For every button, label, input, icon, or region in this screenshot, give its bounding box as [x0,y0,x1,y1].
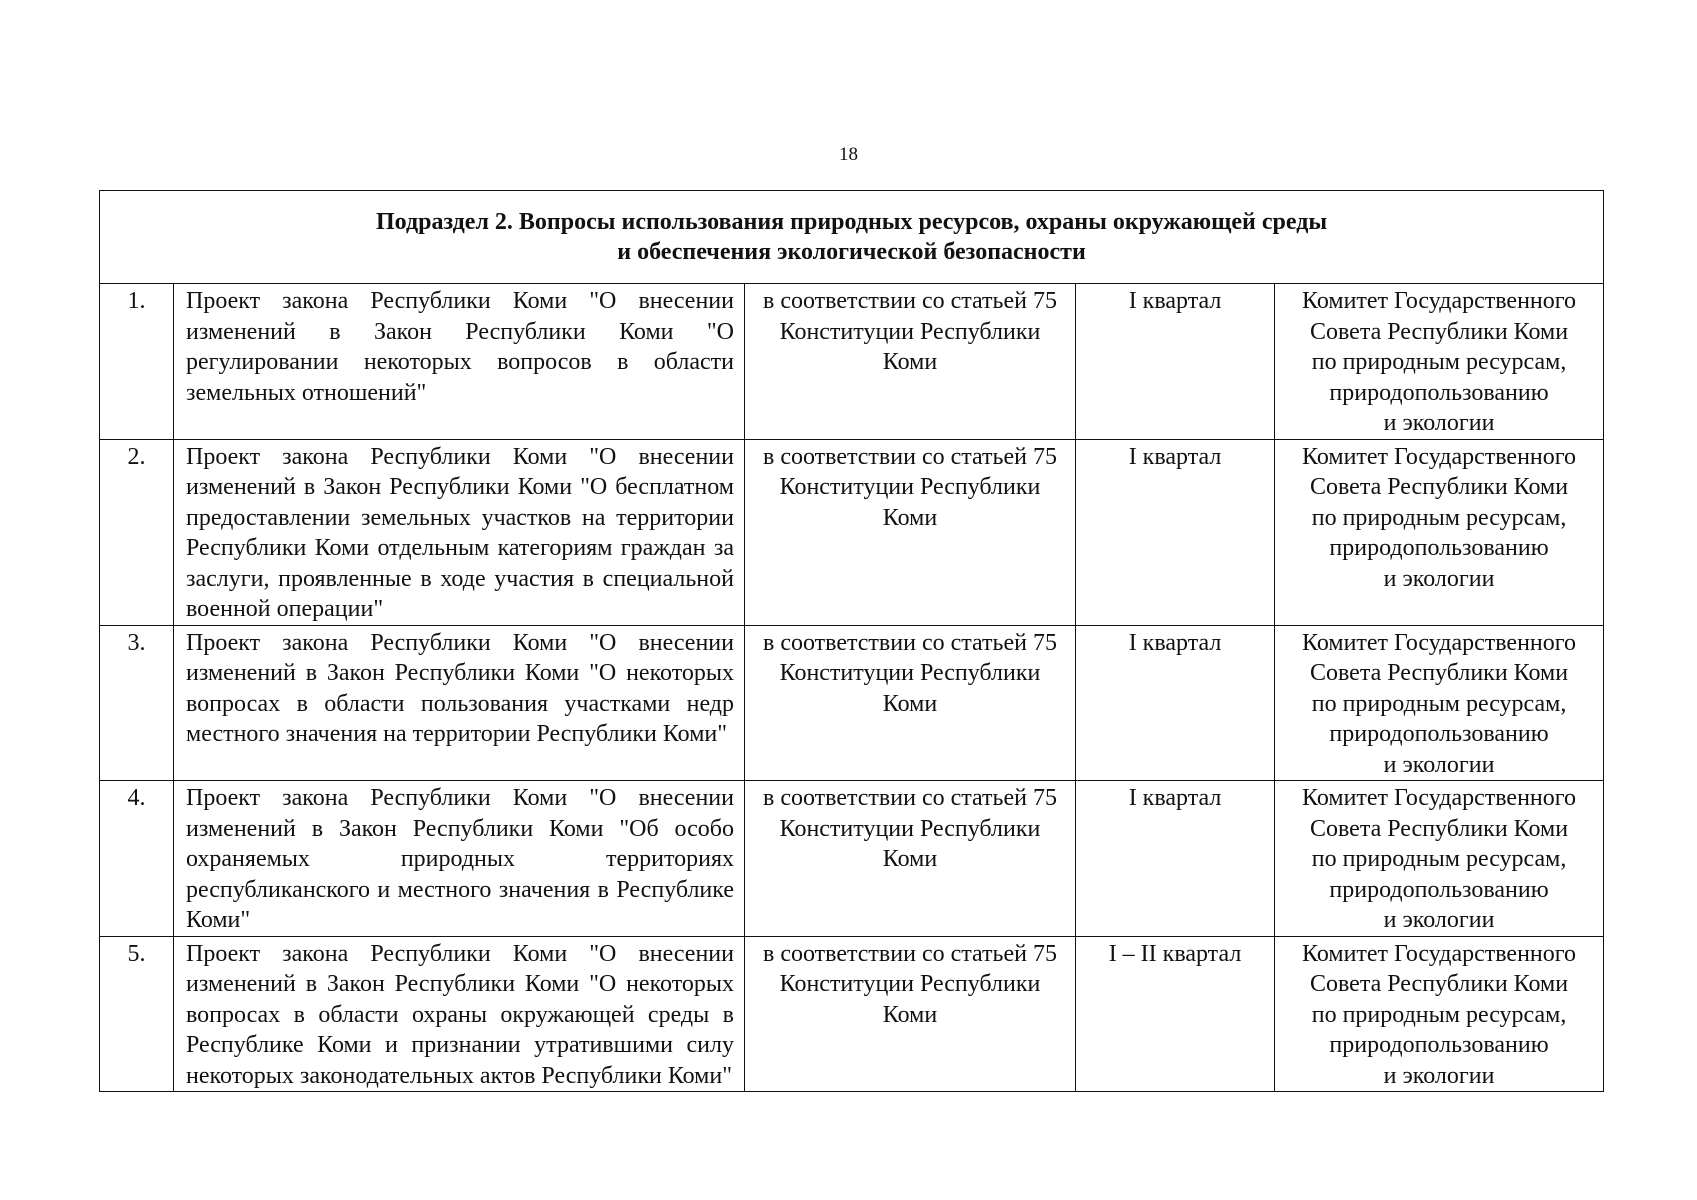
plan-table [99,190,1604,1092]
bill-title: Проект закона Республики Коми "О внесении изменений в Закон Республики Коми "Об особо охраняемых природных территориях республиканского и местного значения в Республике Коми" [174,781,745,937]
legal-basis [745,936,1076,1092]
row-number: 2. [100,439,174,625]
responsible-line: и экологии [1383,410,1495,436]
legal-basis [745,284,1076,440]
responsible-committee [1275,284,1604,440]
legal-basis [745,781,1076,937]
row-number: 5. [100,936,174,1092]
responsible-line: Комитет Государственного [1302,629,1577,656]
bill-title: Проект закона Республики Коми "О внесении изменений в Закон Республики Коми "О некоторых вопросах в области пользования участками недр местного значения на территории Республики Коми" [174,625,745,781]
responsible-line: природопользованию [1329,379,1549,406]
responsible-line: Комитет Государственного [1302,940,1577,967]
table-row [100,439,1604,625]
legal-basis-line: в соответствии со статьей 75 [763,443,1057,470]
deadline: I квартал [1076,439,1275,625]
responsible-line: Совета Республики Коми [1309,660,1569,686]
table-row [100,781,1604,937]
responsible-line: Комитет Государственного [1302,443,1577,470]
legal-basis-line: в соответствии со статьей 75 [763,629,1057,656]
row-number: 1. [100,284,174,440]
responsible-line: природопользованию [1329,535,1549,561]
responsible-line: природопользованию [1329,721,1549,747]
bill-title: Проект закона Республики Коми "О внесении изменений в Закон Республики Коми "О бесплатном предоставлении земельных участков на территории Республики Коми отдельным категориям граждан за заслуги, проявленные в ходе участия в специальной военной операции" [174,439,745,625]
legal-basis-line: Коми [882,846,938,872]
legal-basis-line: в соответствии со статьей 75 [763,785,1057,811]
responsible-line: по природным ресурсам, [1311,846,1567,872]
responsible-line: по природным ресурсам, [1311,1001,1567,1028]
row-number: 3. [100,625,174,781]
section-header [100,191,1604,284]
responsible-line: по природным ресурсам, [1311,504,1567,531]
responsible-line: Совета Республики Коми [1309,971,1569,997]
legal-basis-line: Коми [882,349,938,375]
responsible-line: и экологии [1383,1062,1495,1089]
legal-basis-line: Коми [882,1001,938,1028]
section-header-row [100,191,1604,284]
responsible-line: Совета Республики Коми [1309,474,1569,500]
responsible-line: и экологии [1383,907,1495,933]
table-row [100,936,1604,1092]
legal-basis-line: Конституции Республики [779,815,1041,842]
legal-basis-line: в соответствии со статьей 75 [763,288,1057,314]
legal-basis-line: Коми [882,504,938,531]
responsible-line: природопользованию [1329,876,1549,903]
responsible-committee [1275,625,1604,781]
responsible-committee [1275,781,1604,937]
page-number: 18 [839,144,858,165]
legal-basis-line: Коми [882,690,938,717]
responsible-line: Комитет Государственного [1302,288,1577,314]
legal-basis-line: Конституции Республики [779,660,1041,686]
responsible-line: по природным ресурсам, [1311,349,1567,375]
legal-basis-line: Конституции Республики [779,318,1041,345]
table-row [100,625,1604,781]
responsible-line: Совета Республики Коми [1309,815,1569,842]
deadline: I – II квартал [1076,936,1275,1092]
responsible-committee [1275,439,1604,625]
deadline: I квартал [1076,781,1275,937]
deadline: I квартал [1076,625,1275,781]
responsible-line: и экологии [1383,565,1495,592]
legal-basis [745,625,1076,781]
bill-title: Проект закона Республики Коми "О внесении изменений в Закон Республики Коми "О регулировании некоторых вопросов в области земельных отношений" [174,284,745,440]
section-title-line-2: и обеспечения экологической безопасности [617,239,1086,265]
responsible-line: и экологии [1383,751,1495,778]
responsible-line: природопользованию [1329,1032,1549,1058]
bill-title: Проект закона Республики Коми "О внесении изменений в Закон Республики Коми "О некоторых вопросах в области охраны окружающей среды в Республике Коми и признании утратившими силу некоторых законодательных актов Республики Коми" [174,936,745,1092]
responsible-line: по природным ресурсам, [1311,690,1567,717]
section-title-line-1: Подраздел 2. Вопросы использования природных ресурсов, охраны окружающей среды [375,209,1328,235]
table-row [100,284,1604,440]
legal-basis [745,439,1076,625]
responsible-line: Комитет Государственного [1302,785,1577,811]
legal-basis-line: Конституции Республики [779,474,1041,500]
responsible-line: Совета Республики Коми [1309,318,1569,345]
legal-basis-line: Конституции Республики [779,971,1041,997]
deadline: I квартал [1076,284,1275,440]
responsible-committee [1275,936,1604,1092]
row-number: 4. [100,781,174,937]
legal-basis-line: в соответствии со статьей 75 [763,940,1057,967]
